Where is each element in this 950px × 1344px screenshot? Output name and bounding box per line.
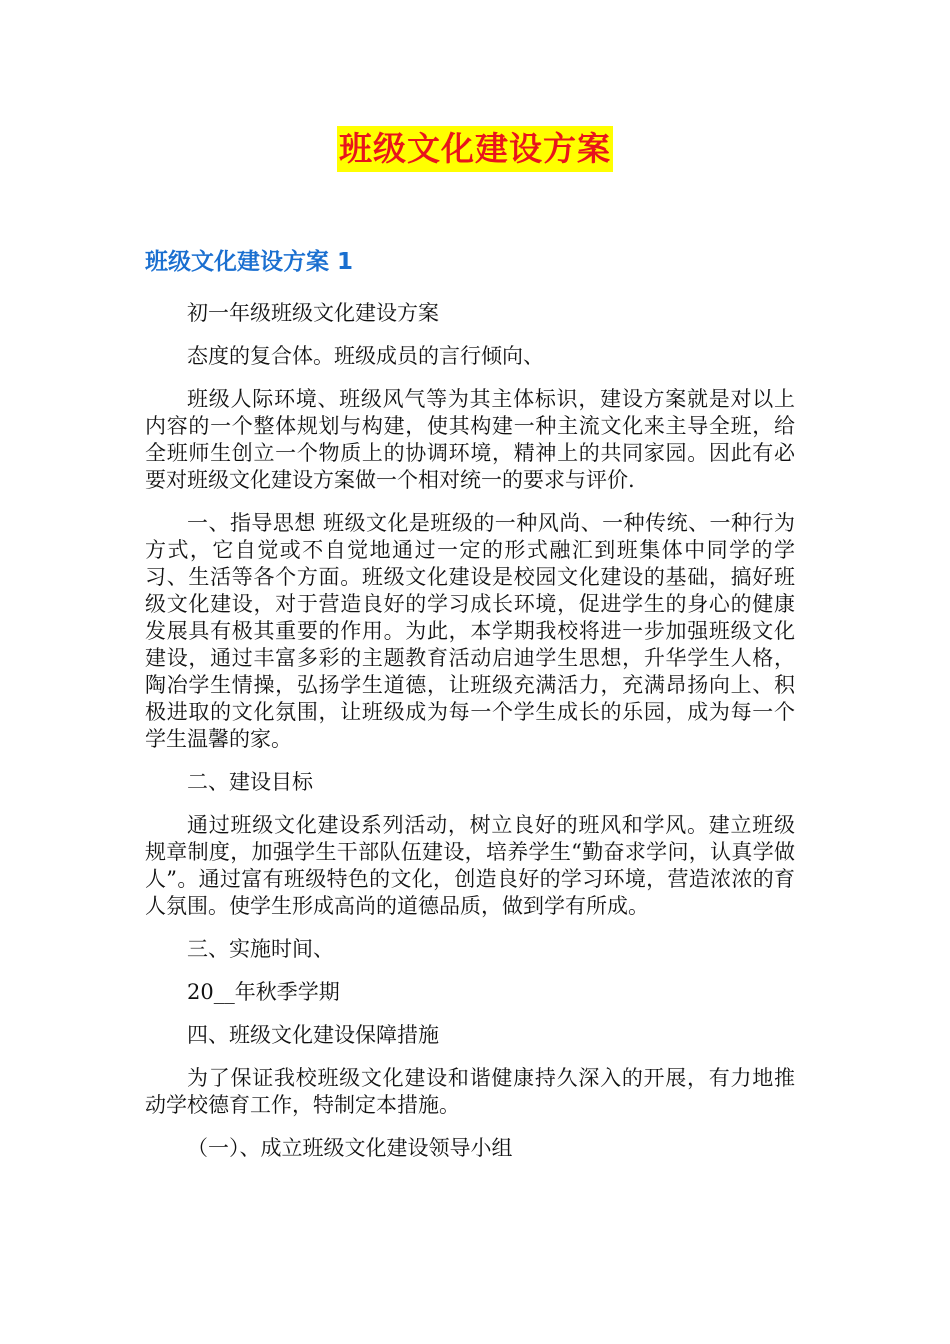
document-body [145, 300, 795, 1178]
paragraph-5: 二、建设目标 [187, 770, 313, 794]
paragraph-10: 为了保证我校班级文化建设和谐健康持久深入的开展，有力地推动学校德育工作，特制定本措施。 [145, 1066, 795, 1117]
document-title [0, 126, 950, 172]
paragraph-11: （一）、成立班级文化建设领导小组 [187, 1136, 513, 1160]
paragraph-3: 班级人际环境、班级风气等为其主体标识，建设方案就是对以上内容的一个整体规划与构建，使其构建一种主流文化来主导全班，给全班师生创立一个物质上的协调环境，精神上的共同家园。因此有必要对班级文化建设方案做一个相对统一的要求与评价. [145, 387, 795, 492]
paragraph-2: 态度的复合体。班级成员的言行倾向、 [187, 344, 544, 368]
paragraph-8: 20__年秋季学期 [187, 980, 340, 1004]
section-heading: 班级文化建设方案 1 [145, 249, 354, 275]
paragraph-4: 一、指导思想 班级文化是班级的一种风尚、一种传统、一种行为方式，它自觉或不自觉地通过一定的形式融汇到班集体中同学的学习、生活等各个方面。班级文化建设是校园文化建设的基础，搞好班级文化建设，对于营造良好的学习成长环境，促进学生的身心的健康发展具有极其重要的作用。为此，本学期我校将进一步加强班级文化建设，通过丰富多彩的主题教育活动启迪学生思想，升华学生人格，陶冶学生情操，弘扬学生道德，让班级充满活力，充满昂扬向上、积极进取的文化氛围，让班级成为每一个学生成长的乐园，成为每一个学生温馨的家。 [145, 511, 795, 751]
document-title-text: 班级文化建设方案 [337, 126, 613, 172]
paragraph-9: 四、班级文化建设保障措施 [187, 1023, 439, 1047]
paragraph-7: 三、实施时间、 [187, 937, 334, 961]
paragraph-6: 通过班级文化建设系列活动，树立良好的班风和学风。建立班级规章制度，加强学生干部队伍建设，培养学生“勤奋求学问，认真学做人”。通过富有班级特色的文化，创造良好的学习环境，营造浓浓的育人氛围。使学生形成高尚的道德品质，做到学有所成。 [145, 813, 795, 918]
paragraph-1: 初一年级班级文化建设方案 [187, 301, 439, 325]
